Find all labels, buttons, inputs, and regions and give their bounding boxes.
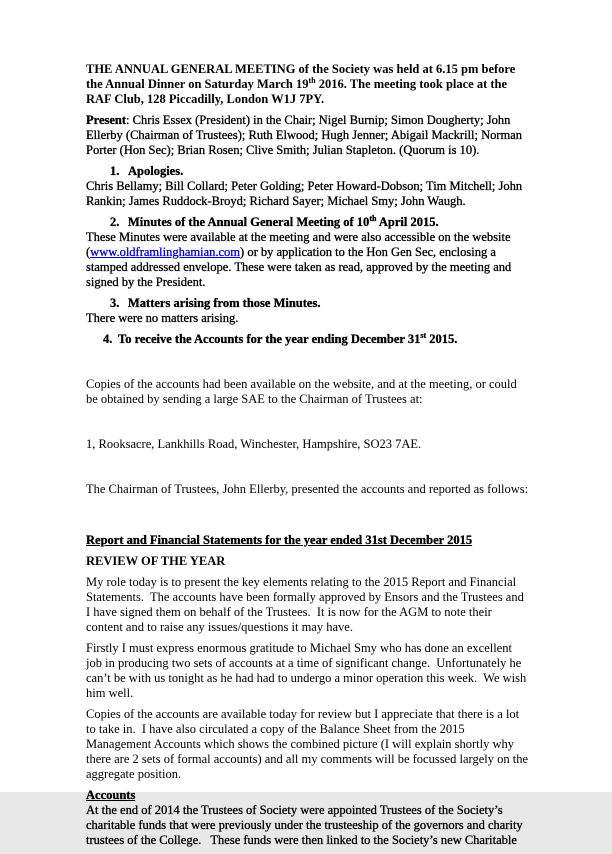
section-4-heading	[86, 332, 530, 347]
section-1-body: Chris Bellamy; Bill Collard; Peter Golding; Peter Howard-Dobson; Tim Mitchell; John Rankin; James Ruddock-Broyd; Richard Sayer; Michael Smy; John Waugh.	[86, 179, 526, 208]
meeting-intro-pre: THE ANNUAL GENERAL MEETING of the Society was held at 6.15 pm before the Annual Dinner on Saturday March 19	[86, 62, 519, 91]
copies-paragraph: Copies of the accounts are available today for review but I appreciate that there is a lot to take in. I have also circulated a copy of the Balance Sheet from the 2015 Management Accounts which shows the combined picture (I will explain shortly why there are 2 sets of formal accounts) and all my comments will be focussed largely on the aggregate position.	[86, 707, 532, 781]
report-statements-heading: Report and Financial Statements for the year ended 31st December 2015	[86, 533, 473, 547]
section-2-body-post: ) or by application to the Hon Gen Sec, enclosing a stamped addressed envelope. These were taken as read, approved by the meeting and signed by the President.	[86, 245, 515, 289]
role-paragraph: My role today is to present the key elements relating to the 2015 Report and Financial Statements. The accounts have been formally approved by Ensors and the Trustees and I have signed them on behalf of the Trustees. It is now for the AGM to note their content and to raise any issues/questions it may have.	[86, 575, 527, 634]
chairman-report-line: The Chairman of Trustees, John Ellerby, presented the accounts and reported as follows:	[86, 482, 529, 496]
document-content	[86, 62, 530, 854]
section-3-number: 3.	[110, 296, 120, 310]
present-label: Present	[86, 113, 127, 127]
meeting-intro-post: 2016. The meeting took place at the RAF Club, 128 Piccadilly, London W1J 7PY.	[86, 77, 511, 106]
ordinal-superscript: th	[369, 213, 377, 223]
present-names: : Chris Essex (President) in the Chair; Nigel Burnip; Simon Dougherty; John Ellerby (Chairman of Trustees); Ruth Elwood; Hugh Jenner; Abigail Mackrill; Norman Porter (Hon Sec); Brian Rosen; Clive Smith; Julian Stapleton. (Quorum is 10).	[86, 113, 526, 157]
present-paragraph	[86, 113, 530, 158]
meeting-intro-paragraph	[86, 62, 530, 107]
section-2-title-post: April 2015.	[376, 215, 439, 229]
section-2-body-pre: These Minutes were available at the meeting and were also accessible on the website (	[86, 230, 514, 259]
ordinal-superscript: th	[308, 75, 316, 85]
section-2-title	[128, 215, 439, 229]
section-2-heading	[86, 215, 530, 230]
section-2-number: 2.	[110, 215, 120, 229]
section-4-body	[86, 347, 530, 527]
section-3-body: There were no matters arising.	[86, 311, 239, 325]
accounts-availability-line: Copies of the accounts had been available on the website, and at the meeting, or could be obtained by sending a large SAE to the Chairman of Trustees at:	[86, 377, 520, 406]
section-4-title-pre: To receive the Accounts for the year ending December 31	[118, 332, 421, 346]
ordinal-superscript: st	[420, 330, 427, 340]
section-4-title	[118, 332, 457, 346]
section-2-body	[86, 230, 530, 290]
gratitude-paragraph: Firstly I must express enormous gratitude to Michael Smy who has done an excellent job in producing two sets of accounts at a time of significant change. Unfortunately he can’t be with us tonight as he had had to undergo a minor operation this week. We wish him well.	[86, 641, 530, 700]
section-3-heading	[86, 296, 530, 311]
section-4-title-post: 2015.	[426, 332, 458, 346]
website-link[interactable]: www.oldframlinghamian.com	[90, 245, 241, 259]
section-4-number: 4.	[103, 332, 113, 346]
section-1-heading	[86, 164, 530, 179]
section-3-title: Matters arising from those Minutes.	[128, 296, 321, 310]
chairman-address-line: 1, Rooksacre, Lankhills Road, Winchester, Hampshire, SO23 7AE.	[86, 437, 422, 451]
section-1-number: 1.	[110, 164, 120, 178]
review-of-year-heading: REVIEW OF THE YEAR	[86, 554, 226, 568]
accounts-heading: Accounts	[86, 788, 136, 802]
section-1-title: Apologies.	[128, 164, 184, 178]
section-2-title-pre: Minutes of the Annual General Meeting of 10	[128, 215, 370, 229]
trustees-paragraph: At the end of 2014 the Trustees of Society were appointed Trustees of the Society’s charitable funds that were previously under the trusteeship of the governors and charity trustees of the College. These funds were then linked to the Society’s new Charitable	[86, 803, 526, 847]
